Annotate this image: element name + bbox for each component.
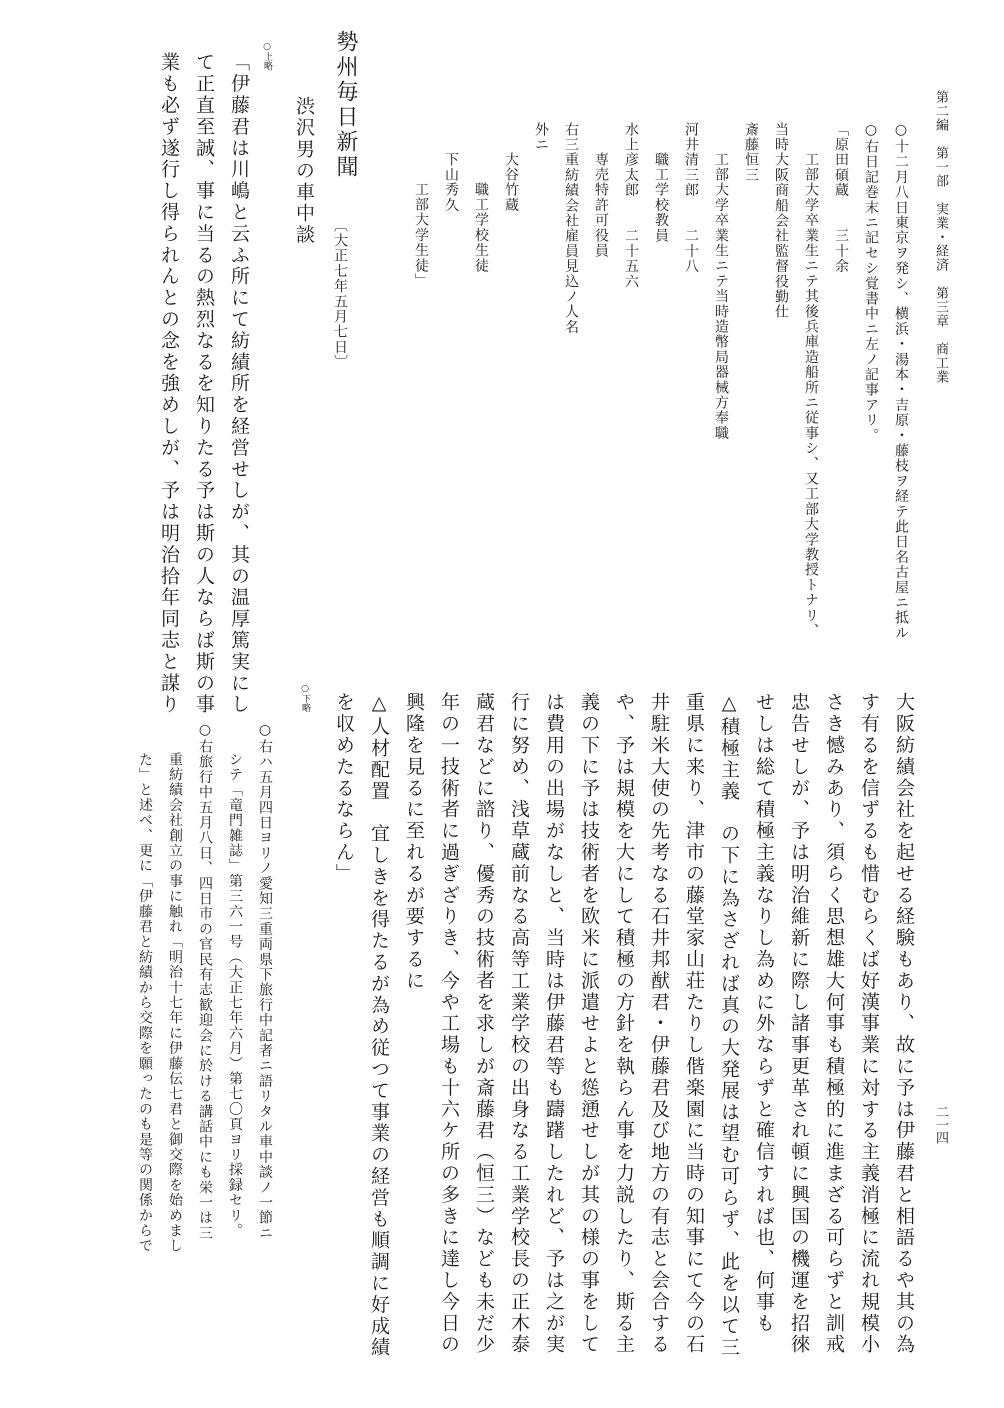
memo-line: 工部大学生徒」 — [413, 182, 429, 289]
article-body-line: 蔵君などに諮り、優秀の技術者を求しが斎藤君（恒三）なども未だ少 — [473, 692, 495, 1356]
memo-line: 右三重紡績会社雇員見込ノ人名 — [563, 122, 579, 335]
memo-line: 工部大学卒業生ニテ当時造幣局器械方奉職 — [713, 152, 729, 441]
memo-line: 下山秀久 — [443, 152, 459, 213]
article-body-line: 行に努め、浅草蔵前なる高等工業学校の出身なる工業学校長の正木泰 — [508, 692, 530, 1356]
memo-line: 職工学校教員 — [653, 152, 669, 244]
omission-note-above: ○上略 — [262, 42, 272, 70]
memo-line: 大谷竹蔵 — [503, 152, 519, 213]
article-body-line: は費用の出場がなしと、当時は伊藤君等も躊躇したれど、予は之が実 — [543, 692, 565, 1356]
article-body-line: 興隆を見るに至れるが要するに — [403, 692, 425, 992]
memo-line: 専売特許可役員 — [593, 152, 609, 259]
article-body-line: て正直至誠、事に当るの熱烈なるを知りたる予は斯の人ならば斯の事 — [193, 52, 215, 716]
newspaper-date: 〔大正七年五月七日〕 — [332, 218, 348, 370]
editor-note-line: 重紡績会社創立の事に触れ「明治十七年に伊藤伝七君と御交際を始めまし — [167, 752, 183, 1254]
editor-note-line: ○右旅行中五月八日、四日市の官民有志歓迎会に於ける講話中にも栄一は三 — [197, 722, 213, 1241]
running-head: 第二編 第一部 実業・経済 第三章 商工業 — [933, 90, 948, 384]
article-body-line: す有るを信ずるも惜むらくば好漢事業に対する主義消極に流れ規模小 — [858, 692, 880, 1356]
memo-line: 河井清三郎 二十八 — [683, 122, 699, 274]
omission-note-below: ○下略 — [300, 684, 310, 712]
memo-line: 当時大阪商船会社監督役勤仕 — [773, 122, 789, 320]
newspaper-title: 勢州毎日新聞 — [333, 30, 358, 180]
editor-note-line: シテ「竜門雑誌」第三六一号（大正七年六月）第七〇頁ヨリ採録セリ。 — [227, 752, 243, 1239]
article-body-line: さき憾みあり、須らく思想雄大何事も積極的に進まざる可らずと訓戒 — [823, 692, 845, 1356]
editor-note-line: ○右ハ五月四日ヨリノ愛知三重両県下旅行中記者ニ語リタル車中談ノ一節ニ — [257, 722, 273, 1241]
memo-line: 「原田碩蔵 三十余 — [833, 122, 849, 274]
editor-note-line: た」と述べ、更に「伊藤君と紡績から交際を願ったのも是等の関係からで — [137, 752, 153, 1254]
article-body-line: や、予は規模を大にして積極の方針を執らん事を力説したり、斯る主 — [613, 692, 635, 1356]
memo-line: 水上彦太郎 二十五六 — [623, 122, 639, 290]
article-title: 渋沢男の車中談 — [293, 96, 315, 246]
article-body-line: 義の下に予は技術者を欧米に派遣せよと慫慂せしが其の様の事をして — [578, 692, 600, 1356]
article-body-line: 井駐米大使の先考なる石井邦猷君・伊藤君及び地方の有志と会合する — [648, 692, 670, 1356]
memo-line: 工部大学卒業生ニテ其後兵庫造船所ニ従事シ、又工部大学教授トナリ、 — [803, 152, 819, 639]
article-body-line: △人材配置 宜しきを得たるが為め従つて事業の経営も順調に好成績 — [368, 692, 390, 1359]
diary-line: ○十二月八日東京ヲ発シ、横浜・湯本・吉原・藤枝ヲ経テ此日名古屋ニ抵ル — [893, 122, 909, 641]
article-body-line: 大阪紡績会社を起せる経験もあり、故に予は伊藤君と相語るや其の為 — [893, 692, 915, 1356]
article-body-line: 年の一技術者に過ぎざりき、今や工場も十六ケ所の多きに達し今日の — [438, 692, 460, 1356]
article-body-line: 重県に来り、津市の藤堂家山荘たりし偕楽園に当時の知事にて今の石 — [683, 692, 705, 1356]
article-body-line: △積極主義 の下に為さざれば真の大発展は望む可らず、此を以て三 — [718, 692, 740, 1359]
article-body-line: 「伊藤君は川嶋と云ふ所にて紡績所を経営せしが、其の温厚篤実にし — [228, 52, 250, 716]
page-number: 二一四 — [933, 1105, 948, 1144]
diary-line: ○右日記巻末ニ記セシ覚書中ニ左ノ記事アリ。 — [863, 122, 879, 444]
memo-line: 職工学校生徒 — [473, 182, 489, 274]
article-body-line: を収めたるならん」 — [333, 692, 355, 885]
article-body-line: 忠告せしが、予は明治維新に際し諸事更革され頓に興国の機運を招徠 — [788, 692, 810, 1356]
memo-line: 外ニ — [533, 122, 549, 153]
article-body-line: 業も必ず遂行し得られんとの念を強めしが、予は明治拾年同志と謀り — [158, 52, 180, 716]
memo-line: 斎藤恒三 — [743, 122, 759, 183]
article-body-line: せしは総て積極主義なりし為めに外ならずと確信すれば也、何事も — [753, 692, 775, 1334]
